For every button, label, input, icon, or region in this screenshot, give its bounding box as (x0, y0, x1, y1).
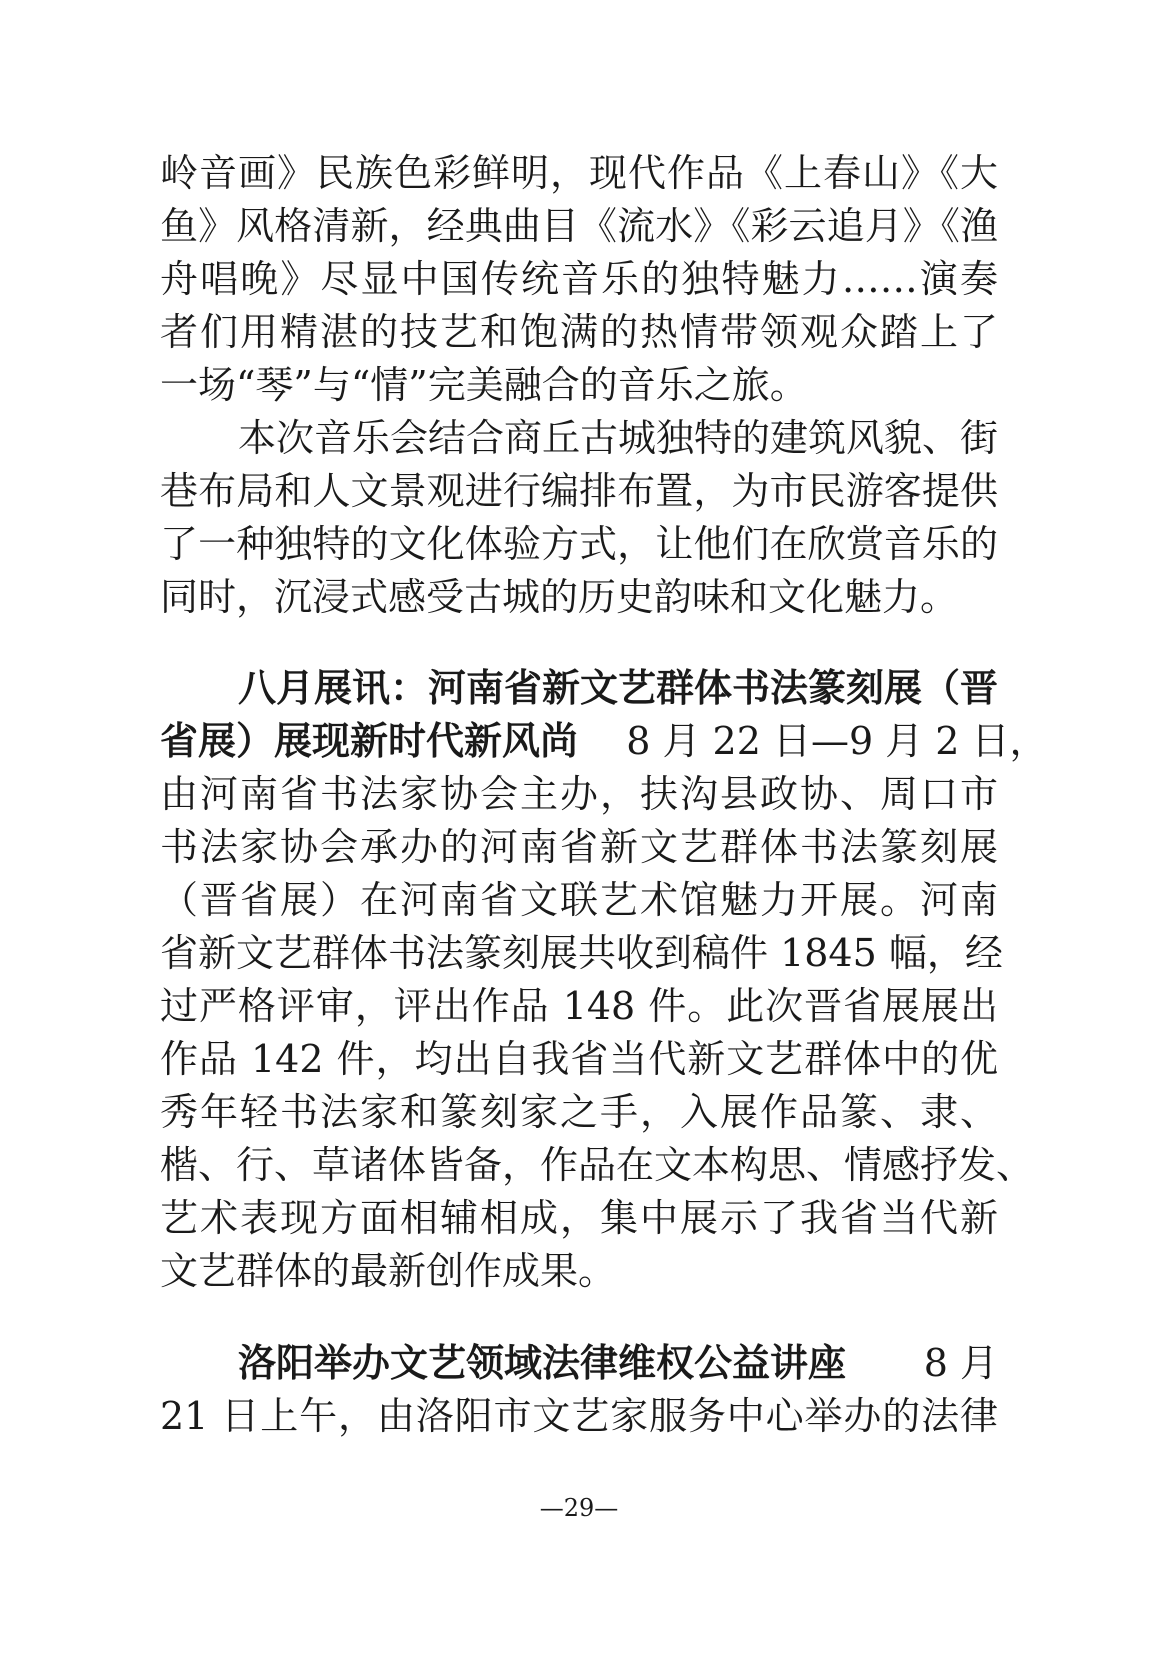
section-heading: 八月展讯：河南省新文艺群体书法篆刻展（晋 (238, 666, 999, 710)
paragraph-line: 了一种独特的文化体验方式，让他们在欣赏音乐的 (160, 522, 998, 566)
paragraph-line: 舟唱晚》尽显中国传统音乐的独特魅力……演奏 (160, 257, 998, 301)
paragraph-line: 秀年轻书法家和篆刻家之手，入展作品篆、隶、 (160, 1090, 998, 1134)
paragraph-line: 书法家协会承办的河南省新文艺群体书法篆刻展 (160, 825, 998, 869)
paragraph-line: 巷布局和人文景观进行编排布置，为市民游客提供 (160, 469, 998, 513)
paragraph-line: 过严格评审，评出作品 148 件。此次晋省展展出 (160, 984, 998, 1028)
paragraph-line: （晋省展）在河南省文联艺术馆魅力开展。河南 (160, 878, 998, 922)
paragraph-line: 者们用精湛的技艺和饱满的热情带领观众踏上了 (160, 310, 998, 354)
section-heading-line (160, 718, 1048, 764)
event-date-range: 8 月 22 日—9 月 2 日， (626, 719, 1048, 763)
paragraph-line: 鱼》风格清新，经典曲目《流水》《彩云追月》《渔 (160, 204, 998, 248)
event-date: 8 月 (923, 1341, 998, 1385)
paragraph-line: 省新文艺群体书法篆刻展共收到稿件 1845 幅，经 (160, 931, 1003, 975)
section-heading: 洛阳举办文艺领域法律维权公益讲座 (238, 1341, 847, 1385)
paragraph-line: 本次音乐会结合商丘古城独特的建筑风貌、街 (238, 416, 999, 460)
paragraph-line: 文艺群体的最新创作成果。 (160, 1249, 617, 1293)
paragraph-line: 作品 142 件，均出自我省当代新文艺群体中的优 (160, 1037, 998, 1081)
section-heading-line (238, 1340, 998, 1386)
paragraph-line: 岭音画》民族色彩鲜明，现代作品《上春山》《大 (160, 151, 998, 195)
paragraph-line: 同时，沉浸式感受古城的历史韵味和文化魅力。 (160, 575, 959, 619)
paragraph-line: 一场“琴”与“情”完美融合的音乐之旅。 (160, 363, 808, 407)
section-heading-continued: 省展）展现新时代新风尚 (160, 719, 579, 763)
paragraph-line: 楷、行、草诸体皆备，作品在文本构思、情感抒发、 (160, 1143, 1035, 1187)
paragraph-line: 21 日上午，由洛阳市文艺家服务中心举办的法律 (160, 1394, 998, 1438)
paragraph-line: 由河南省书法家协会主办，扶沟县政协、周口市 (160, 772, 998, 816)
paragraph-line: 艺术表现方面相辅相成，集中展示了我省当代新 (160, 1196, 998, 1240)
page-number: —29— (539, 1494, 619, 1522)
